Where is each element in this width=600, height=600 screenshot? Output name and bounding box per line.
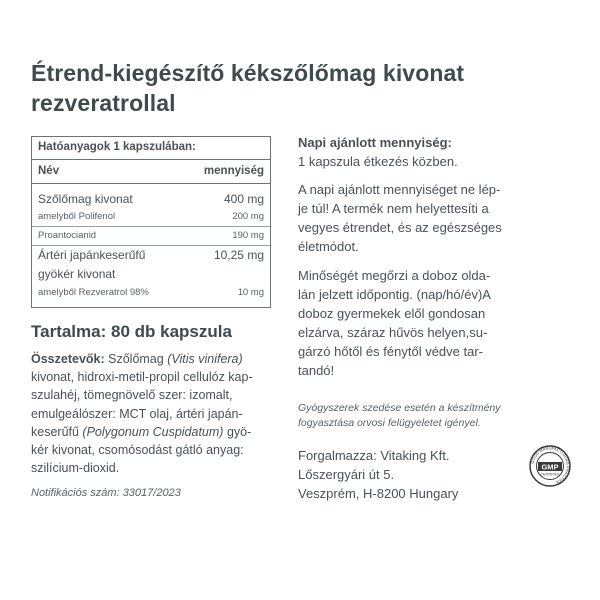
daily-dose-section [298,133,588,171]
distributor-line: Lőszergyári út 5. [298,467,395,482]
storage-line: gárzó hőtől és fénytől védve tar- [298,344,483,359]
warning-line: A napi ajánlott mennyiséget ne lép- [298,182,501,197]
composition-segment: gyö- [223,424,252,439]
storage-section [298,266,588,380]
row-divider [32,226,270,227]
daily-dose-heading: Napi ajánlott mennyiség: [298,135,452,150]
storage-line: elzárva, száraz hűvös helyen,su- [298,325,488,340]
composition-line [31,350,281,368]
ingredient-name: gyökér kivonat [38,267,116,281]
note-line: fogyasztása orvosi felügyeletet igényel. [298,417,481,429]
storage-line: doboz gyermekek elől gondosan [298,306,486,321]
ingredient-name: Ártéri japánkeserűfű [38,248,146,262]
composition-line: kér kivonat, csomósodást gátló anyag: [31,443,244,458]
badge-center-text: GMP [541,462,559,472]
composition-segment: Szőlőmag [104,352,168,366]
warning-line: je túl! A termék nem helyettesíti a [298,201,489,216]
warning-line: életmódot. [298,239,359,254]
composition-line: emulgeálószer: MCT olaj, ártéri japán- [31,406,243,421]
composition-label: Összetevők: [31,352,105,366]
gmp-certified-badge-icon [529,445,571,487]
warning-line: vegyes étrendet, és az egészséges [298,220,502,235]
column-header-amount: mennyiség [203,165,264,177]
latin-name: (Polygonum Cuspidatum) [82,424,224,439]
column-header-name: Név [38,165,60,177]
ingredient-amount: 10 mg [237,287,264,298]
note-line: Gyógyszerek szedése esetén a készítmény [298,402,501,414]
latin-name: (Vitis vinifera) [167,352,243,366]
ingredient-name: amelyből Polifenol [38,211,116,222]
capsule-count: Tartalma: 80 db kapszula [31,322,232,341]
distributor-line: Veszprém, H-8200 Hungary [298,486,459,501]
badge-ring-textpath: GOOD MANUFACTURING PRACTICE [529,445,571,486]
product-title [31,58,576,118]
title-line-2: rezveratrollal [31,90,176,116]
badge-sub-text: CERTIFIED [540,472,560,477]
ingredient-name: amelyből Rezveratrol 98% [38,287,149,298]
ingredient-amount: 190 mg [232,230,264,241]
storage-line: Minőségét megőrzi a doboz olda- [298,268,491,283]
distributor-line: Forgalmazza: Vitaking Kft. [298,448,450,463]
ingredients-heading: Hatóanyagok 1 kapszulában: [38,141,196,153]
storage-line: lán jelzett időpontig. (nap/hó/év)A [298,287,491,302]
daily-dose-text: 1 kapszula étkezés közben. [298,154,458,169]
ingredient-amount: 200 mg [232,211,264,222]
composition-text [31,350,281,477]
storage-line: tandó! [298,363,335,378]
composition-line: szulahéj, tömegnövelő szer: izomalt, [31,388,233,403]
notification-number: Notifikációs szám: 33017/2023 [31,487,181,499]
title-line-1: Étrend-kiegészítő kékszőlőmag kivonat [31,60,465,86]
ingredient-name: Proantocianid [38,230,97,241]
composition-line: kivonat, hidroxi-metil-propil cellulóz kap- [31,370,253,385]
ingredients-table [31,136,271,308]
composition-line: szilícium-dioxid. [31,461,120,476]
ingredient-amount: 10,25 mg [213,248,264,262]
table-divider [32,159,270,160]
ingredient-name: Szőlőmag kivonat [38,192,133,206]
row-divider [32,245,270,246]
composition-line [31,423,281,441]
table-divider [32,183,270,184]
ingredient-amount: 400 mg [223,192,264,206]
composition-segment: keserűfű [31,424,83,439]
medication-note [298,401,588,431]
warning-section [298,180,588,256]
